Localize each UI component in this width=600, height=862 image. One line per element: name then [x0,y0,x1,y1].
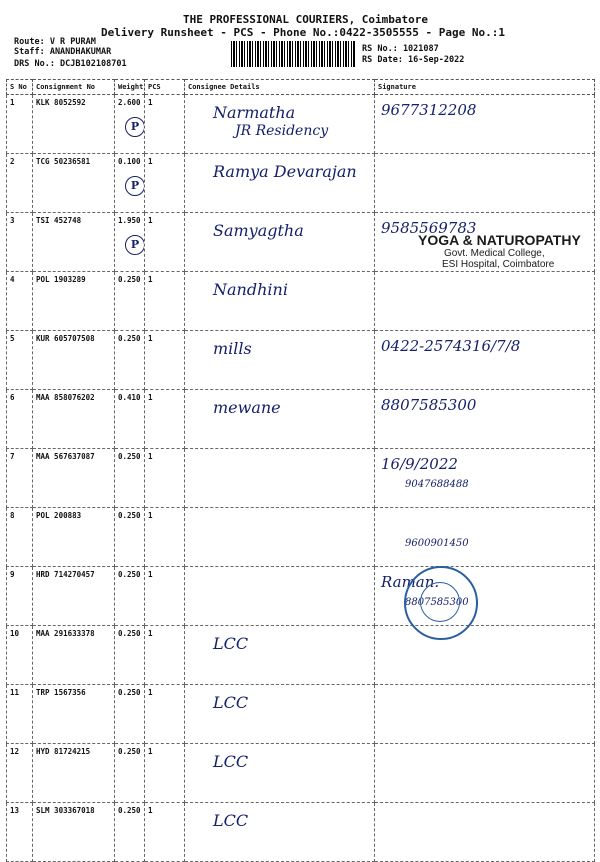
cell-weight [115,803,145,862]
cell-consignee [185,95,375,154]
cell-pcs-text: 1 [148,747,153,756]
table-row [7,508,595,567]
cell-consignment [33,803,115,862]
cell-signature [375,272,595,331]
cell-pcs [145,449,185,508]
consignee-name: mewane [213,398,281,417]
cell-sno [7,685,33,744]
cell-consignment-text: HRD 714270457 [36,570,95,579]
cell-consignment-text: TRP 1567356 [36,688,86,697]
table-row [7,95,595,154]
cell-weight-text: 0.250 [118,570,141,579]
cell-pcs [145,213,185,272]
cell-consignment-text: KLK 8052592 [36,98,86,107]
cell-weight [115,685,145,744]
cell-consignee [185,685,375,744]
cell-pcs-text: 1 [148,511,153,520]
cell-sno [7,803,33,862]
cell-weight [115,95,145,154]
cell-weight-text: 0.250 [118,334,141,343]
cell-consignment [33,567,115,626]
stamp-line3: ESI Hospital, Coimbatore [442,259,555,270]
cell-consignment [33,449,115,508]
signature-text: 9677312208 [381,101,477,119]
cell-signature [375,626,595,685]
cell-sno [7,272,33,331]
cell-sno-text: 2 [10,157,15,166]
cell-weight [115,508,145,567]
cell-pcs-text: 1 [148,98,153,107]
table-row [7,685,595,744]
cell-weight-text: 0.410 [118,393,141,402]
cell-consignee [185,272,375,331]
cell-sno-text: 6 [10,393,15,402]
cell-consignee [185,213,375,272]
cell-sno [7,508,33,567]
table-row [7,449,595,508]
table-row [7,744,595,803]
cell-pcs [145,331,185,390]
cell-consignment [33,272,115,331]
pod-circle-mark: P [125,235,145,255]
cell-pcs [145,803,185,862]
cell-pcs-text: 1 [148,570,153,579]
signature-phone: 9047688488 [405,479,469,490]
cell-weight-text: 0.250 [118,806,141,815]
cell-signature [375,95,595,154]
cell-pcs [145,685,185,744]
cell-pcs-text: 1 [148,157,153,166]
consignee-name: LCC [213,752,249,771]
cell-sno-text: 5 [10,334,15,343]
cell-signature [375,390,595,449]
cell-consignee [185,154,375,213]
cell-signature [375,685,595,744]
col-sno: S No [7,80,33,95]
signature-text: 8807585300 [381,396,477,414]
cell-sno [7,626,33,685]
cell-signature [375,331,595,390]
cell-consignment [33,213,115,272]
cell-consignment-text: KUR 605707508 [36,334,95,343]
cell-consignment-text: MAA 858076202 [36,393,95,402]
cell-consignment [33,508,115,567]
cell-sno [7,390,33,449]
cell-consignee [185,331,375,390]
cell-consignment [33,95,115,154]
consignee-name: LCC [213,634,249,653]
cell-weight-text: 1.950 [118,216,141,225]
cell-weight [115,213,145,272]
cell-weight [115,331,145,390]
cell-consignee [185,449,375,508]
cell-weight-text: 0.250 [118,688,141,697]
table-row [7,567,595,626]
cell-weight-text: 0.250 [118,511,141,520]
cell-pcs [145,390,185,449]
cell-consignment [33,626,115,685]
cell-pcs [145,95,185,154]
cell-consignment-text: TCG 50236581 [36,157,91,166]
company-title: THE PROFESSIONAL COURIERS, Coimbatore [183,13,429,26]
cell-consignee [185,744,375,803]
cell-consignment [33,331,115,390]
consignee-name: Narmatha [213,103,296,122]
cell-pcs-text: 1 [148,216,153,225]
cell-sno [7,449,33,508]
consignee-name: LCC [213,811,249,830]
cell-sno-text: 3 [10,216,15,225]
rs-date: RS Date: 16-Sep-2022 [362,55,465,65]
cell-pcs-text: 1 [148,393,153,402]
cell-consignment [33,390,115,449]
cell-sno-text: 7 [10,452,15,461]
cell-weight-text: 0.100 [118,157,141,166]
cell-consignee [185,390,375,449]
cell-pcs-text: 1 [148,806,153,815]
cell-sno-text: 11 [10,688,20,697]
cell-pcs [145,508,185,567]
stamp-line1: YOGA & NATUROPATHY [418,232,581,248]
signature-text: Raman. [381,573,440,591]
table-row [7,626,595,685]
cell-consignment-text: MAA 291633378 [36,629,95,638]
drs-number: DRS No.: DCJB102108701 [14,59,127,69]
cell-sno [7,154,33,213]
cell-consignment-text: POL 200883 [36,511,82,520]
table-row [7,390,595,449]
cell-signature [375,449,595,508]
cell-pcs-text: 1 [148,275,153,284]
consignee-name: mills [213,339,252,358]
cell-consignee [185,803,375,862]
company-seal [404,566,478,640]
cell-consignee [185,567,375,626]
consignee-address: JR Residency [235,123,329,139]
cell-pcs [145,272,185,331]
cell-consignment-text: TSI 452748 [36,216,82,225]
cell-weight [115,567,145,626]
rs-number: RS No.: 1021087 [362,44,439,54]
cell-weight-text: 0.250 [118,629,141,638]
signature-phone: 9600901450 [405,538,469,549]
col-consignee: Consignee Details [185,80,375,95]
cell-signature [375,154,595,213]
pod-circle-mark: P [125,176,145,196]
cell-signature [375,744,595,803]
cell-pcs-text: 1 [148,688,153,697]
cell-weight [115,744,145,803]
cell-weight-text: 0.250 [118,747,141,756]
route-label: Route: V R PURAM [14,37,96,47]
seal-inner-ring [420,582,460,622]
cell-sno [7,331,33,390]
table-row [7,154,595,213]
col-weight: Weight [115,80,145,95]
cell-weight [115,390,145,449]
table-row [7,331,595,390]
cell-pcs [145,154,185,213]
col-pcs: PCS [145,80,185,95]
cell-consignment [33,154,115,213]
consignee-name: Nandhini [213,280,288,299]
consignee-name: Ramya Devarajan [213,162,357,181]
signature-text: 0422-2574316/7/8 [381,337,521,355]
cell-consignment-text: POL 1903289 [36,275,86,284]
runsheet-title: Delivery Runsheet - PCS - Phone No.:0422-3505555 - Page No.:1 [101,26,505,39]
cell-pcs-text: 1 [148,452,153,461]
col-signature: Signature [375,80,595,95]
cell-pcs [145,744,185,803]
cell-sno [7,213,33,272]
signature-phone: 8807585300 [405,597,469,608]
cell-weight [115,154,145,213]
cell-sno [7,567,33,626]
cell-weight [115,272,145,331]
cell-weight [115,449,145,508]
cell-sno-text: 1 [10,98,15,107]
cell-sno-text: 10 [10,629,20,638]
cell-weight [115,626,145,685]
barcode [231,41,355,67]
cell-weight-text: 0.250 [118,275,141,284]
staff-label: Staff: ANANDHAKUMAR [14,47,112,57]
signature-text: 16/9/2022 [381,455,458,473]
table-row [7,272,595,331]
cell-pcs [145,626,185,685]
hospital-stamp [418,232,598,270]
cell-sno-text: 4 [10,275,15,284]
cell-sno-text: 8 [10,511,15,520]
cell-weight-text: 0.250 [118,452,141,461]
consignee-name: LCC [213,693,249,712]
cell-consignee [185,626,375,685]
cell-pcs [145,567,185,626]
table-header-row [7,80,595,95]
cell-pcs-text: 1 [148,629,153,638]
cell-sno [7,744,33,803]
cell-pcs-text: 1 [148,334,153,343]
cell-weight-text: 2.600 [118,98,141,107]
cell-consignment-text: SLM 303367018 [36,806,95,815]
table-row [7,803,595,862]
cell-signature [375,508,595,567]
cell-sno-text: 9 [10,570,15,579]
delivery-table [6,79,595,862]
cell-sno-text: 12 [10,747,20,756]
cell-consignment [33,744,115,803]
cell-consignment [33,685,115,744]
cell-consignee [185,508,375,567]
cell-signature [375,803,595,862]
cell-sno [7,95,33,154]
consignee-name: Samyagtha [213,221,304,240]
cell-consignment-text: HYD 81724215 [36,747,91,756]
cell-sno-text: 13 [10,806,20,815]
cell-consignment-text: MAA 567637087 [36,452,95,461]
signature-text: 9585569783 [381,219,477,237]
stamp-line2: Govt. Medical College, [444,248,545,259]
pod-circle-mark: P [125,117,145,137]
col-consignment: Consignment No [33,80,115,95]
